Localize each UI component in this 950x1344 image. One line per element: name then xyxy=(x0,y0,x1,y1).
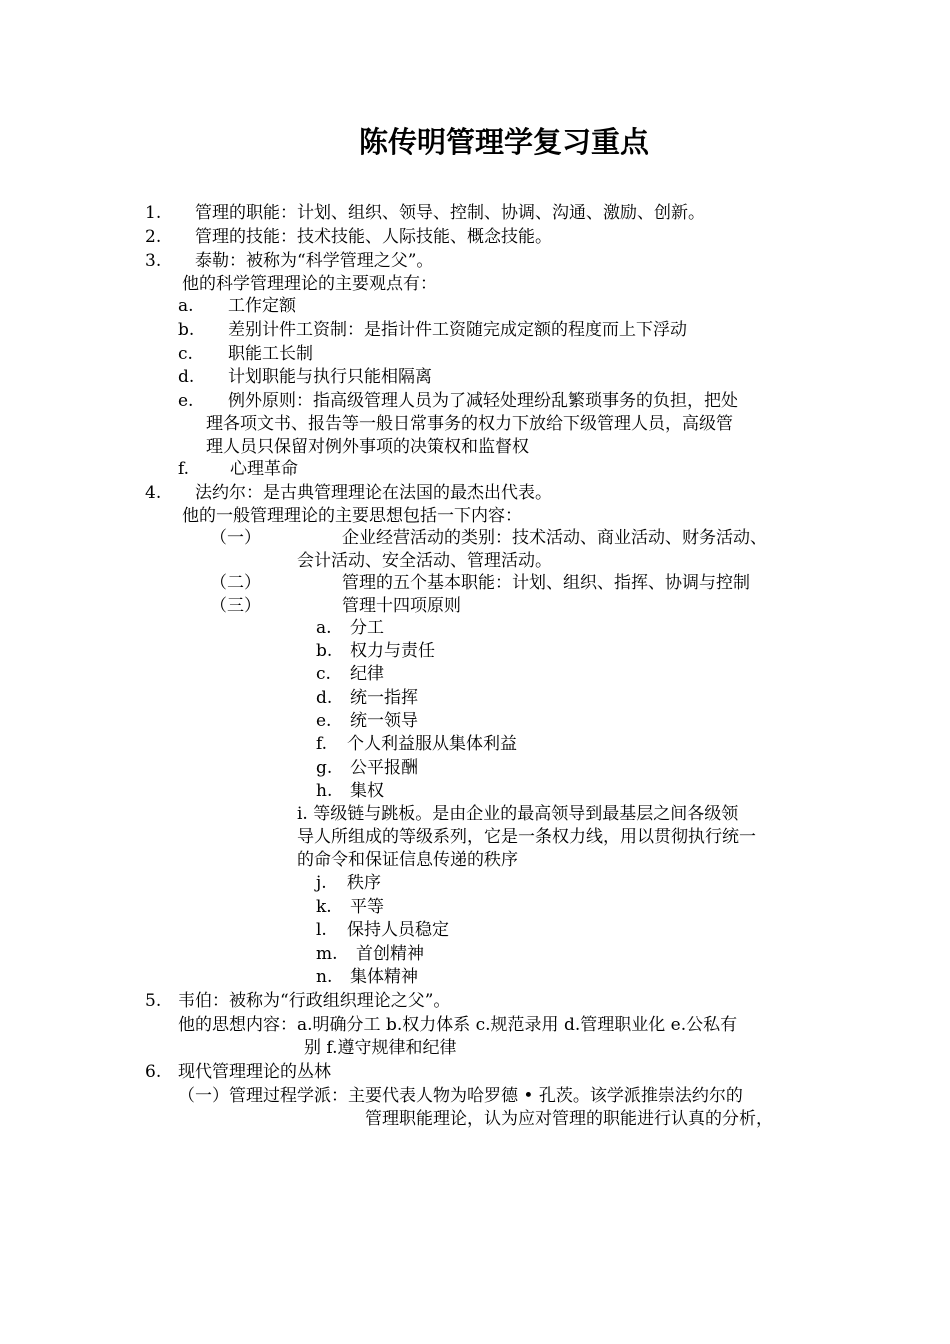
principle-item: 集权 xyxy=(350,781,384,801)
list-item-label: d. xyxy=(178,367,195,387)
point-1-continuation: 会计活动、安全活动、管理活动。 xyxy=(297,551,552,571)
point-3-label: （三） xyxy=(210,596,261,616)
list-item-label: e. xyxy=(178,391,194,411)
section-2-number: 2. xyxy=(145,227,162,247)
list-item: 职能工长制 xyxy=(228,344,313,364)
principle-item: 统一领导 xyxy=(350,711,418,731)
principle-label: g. xyxy=(316,758,333,778)
section-5-content: 他的思想内容：a.明确分工 b.权力体系 c.规范录用 d.管理职业化 e.公私有 xyxy=(178,1015,738,1035)
principle-label: d. xyxy=(316,688,333,708)
section-1-number: 1. xyxy=(145,203,162,223)
page-title: 陈传明管理学复习重点 xyxy=(358,125,649,159)
principle-label: a. xyxy=(316,618,332,638)
section-4-text: 法约尔：是古典管理理论在法国的最杰出代表。 xyxy=(195,483,552,503)
principle-item: 统一指挥 xyxy=(350,688,418,708)
principle-label: e. xyxy=(316,711,332,731)
principle-label: j. xyxy=(316,873,327,893)
list-item: 工作定额 xyxy=(228,296,296,316)
principle-item: 纪律 xyxy=(350,664,384,684)
principle-label: f. xyxy=(316,734,328,754)
section-3-intro: 他的科学管理理论的主要观点有： xyxy=(182,274,437,294)
point-1-label: （一） xyxy=(210,528,261,548)
section-3-number: 3. xyxy=(145,251,162,271)
principle-item: 首创精神 xyxy=(356,944,424,964)
section-1-text: 管理的职能：计划、组织、领导、控制、协调、沟通、激励、创新。 xyxy=(195,203,705,223)
principle-item: 集体精神 xyxy=(350,967,418,987)
section-4-intro: 他的一般管理理论的主要思想包括一下内容： xyxy=(182,506,522,526)
principle-i-line: 导人所组成的等级系列，它是一条权力线，用以贯彻执行统一 xyxy=(297,827,756,847)
list-item: 例外原则：指高级管理人员为了减轻处理纷乱繁琐事务的负担，把处 xyxy=(228,391,738,411)
section-5-text: 韦伯：被称为“行政组织理论之父”。 xyxy=(178,991,451,1011)
point-1-text: 企业经营活动的类别：技术活动、商业活动、财务活动、 xyxy=(342,528,767,548)
list-item: 计划职能与执行只能相隔离 xyxy=(228,367,432,387)
point-2-label: （二） xyxy=(210,573,261,593)
section-2-text: 管理的技能：技术技能、人际技能、概念技能。 xyxy=(195,227,552,247)
list-item: 心理革命 xyxy=(230,459,298,479)
section-3-text: 泰勒：被称为“科学管理之父”。 xyxy=(195,251,434,271)
point-3-text: 管理十四项原则 xyxy=(342,596,461,616)
principle-item: 公平报酬 xyxy=(350,758,418,778)
principle-item: 分工 xyxy=(350,618,384,638)
list-item-continuation: 理各项文书、报告等一般日常事务的权力下放给下级管理人员，高级管 xyxy=(206,414,733,434)
principle-label: c. xyxy=(316,664,331,684)
list-item-continuation: 理人员只保留对例外事项的决策权和监督权 xyxy=(206,437,529,457)
list-item-label: f. xyxy=(178,459,190,479)
principle-i-line: 的命令和保证信息传递的秩序 xyxy=(297,850,518,870)
principle-label: k. xyxy=(316,897,332,917)
principle-item: 权力与责任 xyxy=(350,641,435,661)
point-2-text: 管理的五个基本职能：计划、组织、指挥、协调与控制 xyxy=(342,573,750,593)
principle-label: h. xyxy=(316,781,333,801)
principle-item: 个人利益服从集体利益 xyxy=(347,734,517,754)
list-item-label: c. xyxy=(178,344,193,364)
section-6-content: （一）管理过程学派：主要代表人物为哈罗德 • 孔茨。该学派推崇法约尔的 xyxy=(178,1086,743,1106)
section-4-number: 4. xyxy=(145,483,162,503)
section-5-number: 5. xyxy=(145,991,162,1011)
principle-label: m. xyxy=(316,944,338,964)
principle-item: 保持人员稳定 xyxy=(347,920,449,940)
list-item-label: a. xyxy=(178,296,194,316)
section-6-text: 现代管理理论的丛林 xyxy=(178,1062,331,1082)
principle-label: n. xyxy=(316,967,333,987)
principle-i-line: i. 等级链与跳板。是由企业的最高领导到最基层之间各级领 xyxy=(297,804,739,824)
list-item: 差别计件工资制：是指计件工资随完成定额的程度而上下浮动 xyxy=(228,320,687,340)
principle-item: 平等 xyxy=(350,897,384,917)
section-5-content: 别 f.遵守规律和纪律 xyxy=(304,1038,457,1058)
section-6-number: 6. xyxy=(145,1062,162,1082)
principle-item: 秩序 xyxy=(347,873,381,893)
principle-label: b. xyxy=(316,641,333,661)
list-item-label: b. xyxy=(178,320,195,340)
principle-label: l. xyxy=(316,920,327,940)
section-6-content: 管理职能理论，认为应对管理的职能进行认真的分析， xyxy=(365,1109,773,1129)
